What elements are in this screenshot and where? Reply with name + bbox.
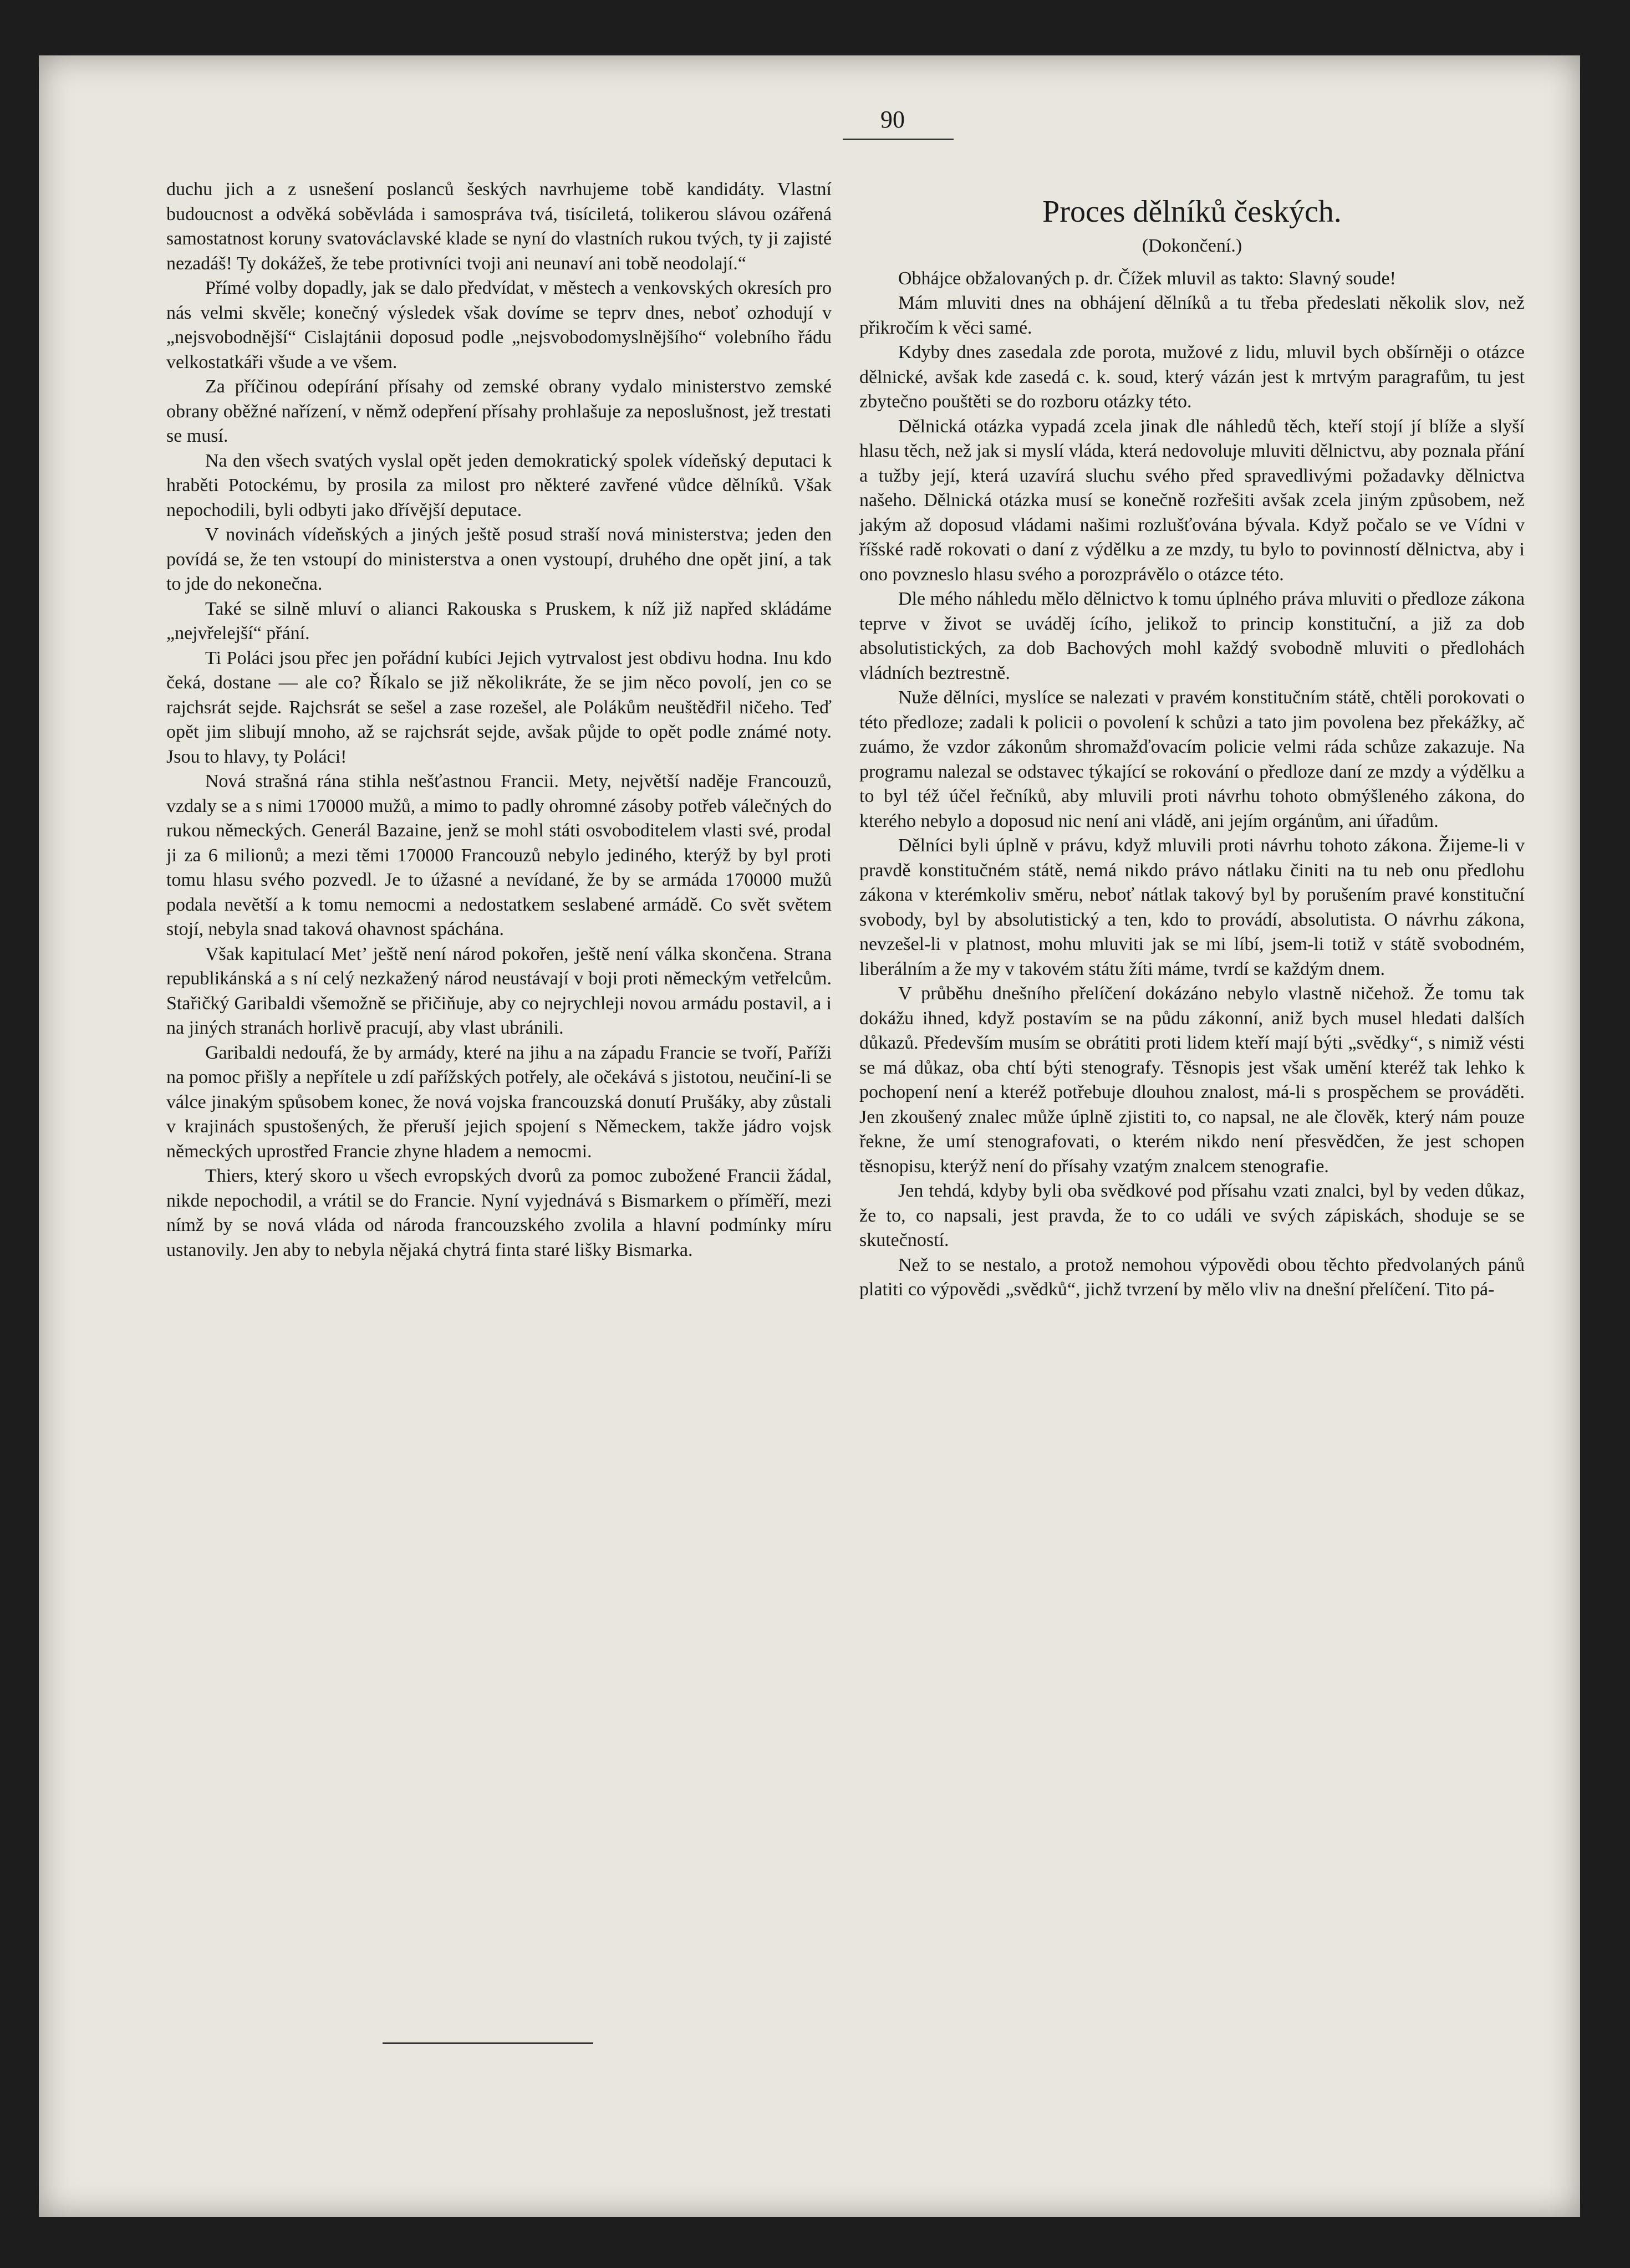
left-paragraph: Přímé volby dopadly, jak se dalo předvídat, v městech a venkovských okresích pro nás velmi skvěle; konečný výsledek však dovíme se teprv dnes, neboť ozhodují v „nejsvobodnější“ Cislajtánii doposud podle „nejsvobodomyslnějšího“ volebního řádu velkostatkáři všude a ve všem. (166, 278, 832, 372)
left-paragraph: Také se silně mluví o alianci Rakouska s Pruskem, k níž již napřed skládáme „nejvřelejší“ přání. (166, 598, 832, 643)
right-paragraph: Obhájce obžalovaných p. dr. Čížek mluvil as takto: Slavný soude! (898, 268, 1396, 289)
left-paragraph: V novinách vídeňských a jiných ještě posud straší nová ministerstva; jeden den povídá se, že ten vstoupí do ministerstva a onen vystoupí, druhého dne opět jiní, a tak to jde do nekonečna. (166, 524, 832, 594)
newspaper-page (39, 55, 1580, 2217)
section-end-rule (383, 2042, 593, 2044)
left-paragraph: Na den všech svatých vyslal opět jeden demokratický spolek vídeňský deputaci k hraběti Potockému, by prosila za milost pro některé zavřené vůdce dělníků. Však nepochodili, byli odbyti jako dřívější deputace. (166, 450, 832, 520)
left-paragraph: Thiers, který skoro u všech evropských dvorů za pomoc zubožené Francii žádal, nikde nepochodil, a vrátil se do Francie. Nyní vyjednává s Bismarkem o příměří, mezi nímž by se nová vláda od národa francouzského zvolila a hlavní podmínky míru ustanovily. Jen aby to nebyla nějaká chytrá finta staré lišky Bismarka. (166, 1166, 832, 1260)
article-subheading: (Dokončení.) (1142, 236, 1242, 256)
left-column (166, 177, 832, 1263)
left-paragraph: Za příčinou odepírání přísahy od zemské obrany vydalo ministerstvo zemské obrany oběžné nařízení, v němž odepření přísahy prohlašuje za neposlušnost, jež trestati se musí. (166, 376, 832, 446)
right-paragraph: Dělnická otázka vypadá zcela jinak dle náhledů těch, kteří stojí jí blíže a slyší hlasu těch, než jak si myslí vláda, která nedovoluje mluviti dělnictvu, aby poznala přání a tužby její, která uzavírá sluchu svého před spravedlivými požadavky dělnictva našeho. Dělnická otázka musí se konečně rozřešiti avšak zcela jiným způsobem, než jakým až doposud vládami našimi rozlušťována bývala. Když počalo se ve Vídni v říšské radě rokovati o daní z výdělku a ze mzdy, tu bylo to povinností dělnictva, aby i ono povzneslo hlasu svého a porozprávělo o otázce této. (859, 416, 1525, 585)
right-paragraph: Kdyby dnes zasedala zde porota, mužové z lidu, mluvil bych obšírněji o otázce dělnické, avšak kde zasedá c. k. soud, který vázán jest k mrtvým paragrafům, tu jest zbytečno pouštěti se do rozboru otázky této. (859, 342, 1525, 412)
page-number: 90 (880, 106, 905, 133)
left-paragraph: Garibaldi nedoufá, že by armády, které na jihu a na západu Francie se tvoří, Paříži na pomoc přišly a nepřítele u zdí pařížských potřely, ale očekává s jistotou, neučiní-li se válce jinakým spůsobem konec, že nová vojska francouzská donutí Prušáky, aby zůstali v krajinách spustošených, že přeruší jejich spojení s Německem, takže jádro vojsk německých uprostřed Francie zhyne hladem a nemocmi. (166, 1042, 832, 1162)
left-paragraph: duchu jich a z usnešení poslanců šeských navrhujeme tobě kandidáty. Vlastní budoucnost a odvěká soběvláda i samospráva tvá, tisíciletá, tolikerou slávou ozářená samostatnost koruny svatováclavské klade se nyní do vlastních rukou tvých, ty ji zajisté nezadáš! Ty dokážeš, že tebe protivníci tvoji ani neunaví ani tobě neodolají.“ (166, 179, 832, 274)
page-number-rule (843, 139, 954, 140)
right-paragraph: V průběhu dnešního přelíčení dokázáno nebylo vlastně ničehož. Že tomu tak dokážu ihned, když postavím se na půdu zákonní, aniž bych musel hledati dalších důkazů. Především musím se obrátiti proti lidem kteří mají býti „svědky“, s nimiž vésti se má důkaz, oba chtí býti stenografy. Těsnopis jest však umění kteréž tak lehko k pochopení není a kteréž potřebuje dlouhou znalost, má-li s prospěchem se prováděti. Jen zkoušený znalec může úplně zjistiti to, co napsal, ne ale člověk, který nám pouze řekne, že umí stenografovati, o kterém nikdo není přesvědčen, že jest schopen těsnopisu, kterýž není do přísahy vzatým znalcem stenografie. (859, 983, 1525, 1177)
left-paragraph: Však kapitulací Met’ ještě není národ pokořen, ještě není válka skončena. Strana republikánská a s ní celý nezkažený národ neustávají v boji proti německým vetřelcům. Stařičký Garibaldi všemožně se přičiňuje, aby co nejrychleji novou armádu postavil, a i na jiných stranách horlivě pracují, aby vlast ubránili. (166, 943, 832, 1038)
right-paragraph: Dělníci byli úplně v právu, když mluvili proti návrhu tohoto zákona. Žijeme-li v pravdě konstitučném státě, nemá nikdo právo nátlaku činiti na tu neb onu předlohu zákona v kterémkoliv směru, neboť nátlak takový byl by porušením pravé konstituční svobody, byl by absolutistický a ten, kdo to provádí, absolutista. O návrhu zákona, nevzešel-li v platnost, mohu mluviti jak se mi líbí, jsem-li totiž v státě svobodném, liberálním a že my v takovém státu žíti máme, tvrdí se každým dnem. (859, 835, 1525, 979)
right-paragraph: Než to se nestalo, a protož nemohou výpovědi obou těchto předvolaných pánů platiti co výpovědi „svědků“, jichž tvrzení by mělo vliv na dnešní přelíčení. Tito pá- (859, 1254, 1525, 1300)
right-paragraph: Mám mluviti dnes na obhájení dělníků a tu třeba předeslati několik slov, než přikročím k věci samé. (859, 293, 1525, 338)
left-paragraph: Nová strašná rána stihla nešťastnou Francii. Mety, největší naděje Francouzů, vzdaly se a s nimi 170000 mužů, a mimo to padly ohromné zásoby potřeb válečných do rukou německých. Generál Bazaine, jenž se mohl státi osvoboditelem vlasti své, prodal ji za 6 milionů; a mezi těmi 170000 Francouzů nebylo jediného, kterýž by byl proti tomu hlasu svého pozvedl. Je to úžasné a nevídané, že by se armáda 170000 mužů podala nevětší a k tomu nemocmi a nedostatkem seslabené armádě. Co svět světem stojí, nebyla snad taková ohavnost spáchána. (166, 771, 832, 939)
right-paragraph: Dle mého náhledu mělo dělnictvo k tomu úplného práva mluviti o předloze zákona teprve v život se uváděj ícího, jelikož to princip konstituční, a již za dob absolutistických, za dob Bachových mohl každý svobodně mluviti o předlohách vládních beztrestně. (859, 589, 1525, 683)
right-column (859, 177, 1525, 1302)
article-heading: Proces dělníků českých. (1042, 195, 1342, 229)
right-paragraph: Nuže dělníci, myslíce se nalezati v pravém konstitučním státě, chtěli porokovati o této předloze; zadali k policii o povolení k schůzi a tato jim povolena bez překážky, ač zuámo, že vzdor zákonům shromažďovacím policie velmi ráda schůze zakazuje. Na programu nalezal se odstavec týkající se rokování o předloze daní ze mzdy a výdělku a to byl též účel řečníků, aby mluvili proti návrhu tohoto obmýšleného zákona, do kterého nebylo a doposud nic není ani vládě, ani jejím orgánům, ani úřadům. (859, 687, 1525, 831)
left-paragraph: Ti Poláci jsou přec jen pořádní kubíci Jejich vytrvalost jest obdivu hodna. Inu kdo čeká, dostane — ale co? Říkalo se již několikráte, že se jim něco povolí, jen co se rajchsrát sejde. Rajchsrát se sešel a zase rozešel, ale Polákům neuštědřil ničeho. Teď opět jim slibují mnoho, až se rajchsrát sejde, avšak půjde to opět podle známé noty. Jsou to hlavy, ty Poláci! (166, 647, 832, 767)
right-paragraph: Jen tehdá, kdyby byli oba svědkové pod přísahu vzati znalci, byl by veden důkaz, že to, co napsali, jest pravda, že to co událi ve svých zápiskách, shoduje se se skutečností. (859, 1181, 1525, 1250)
